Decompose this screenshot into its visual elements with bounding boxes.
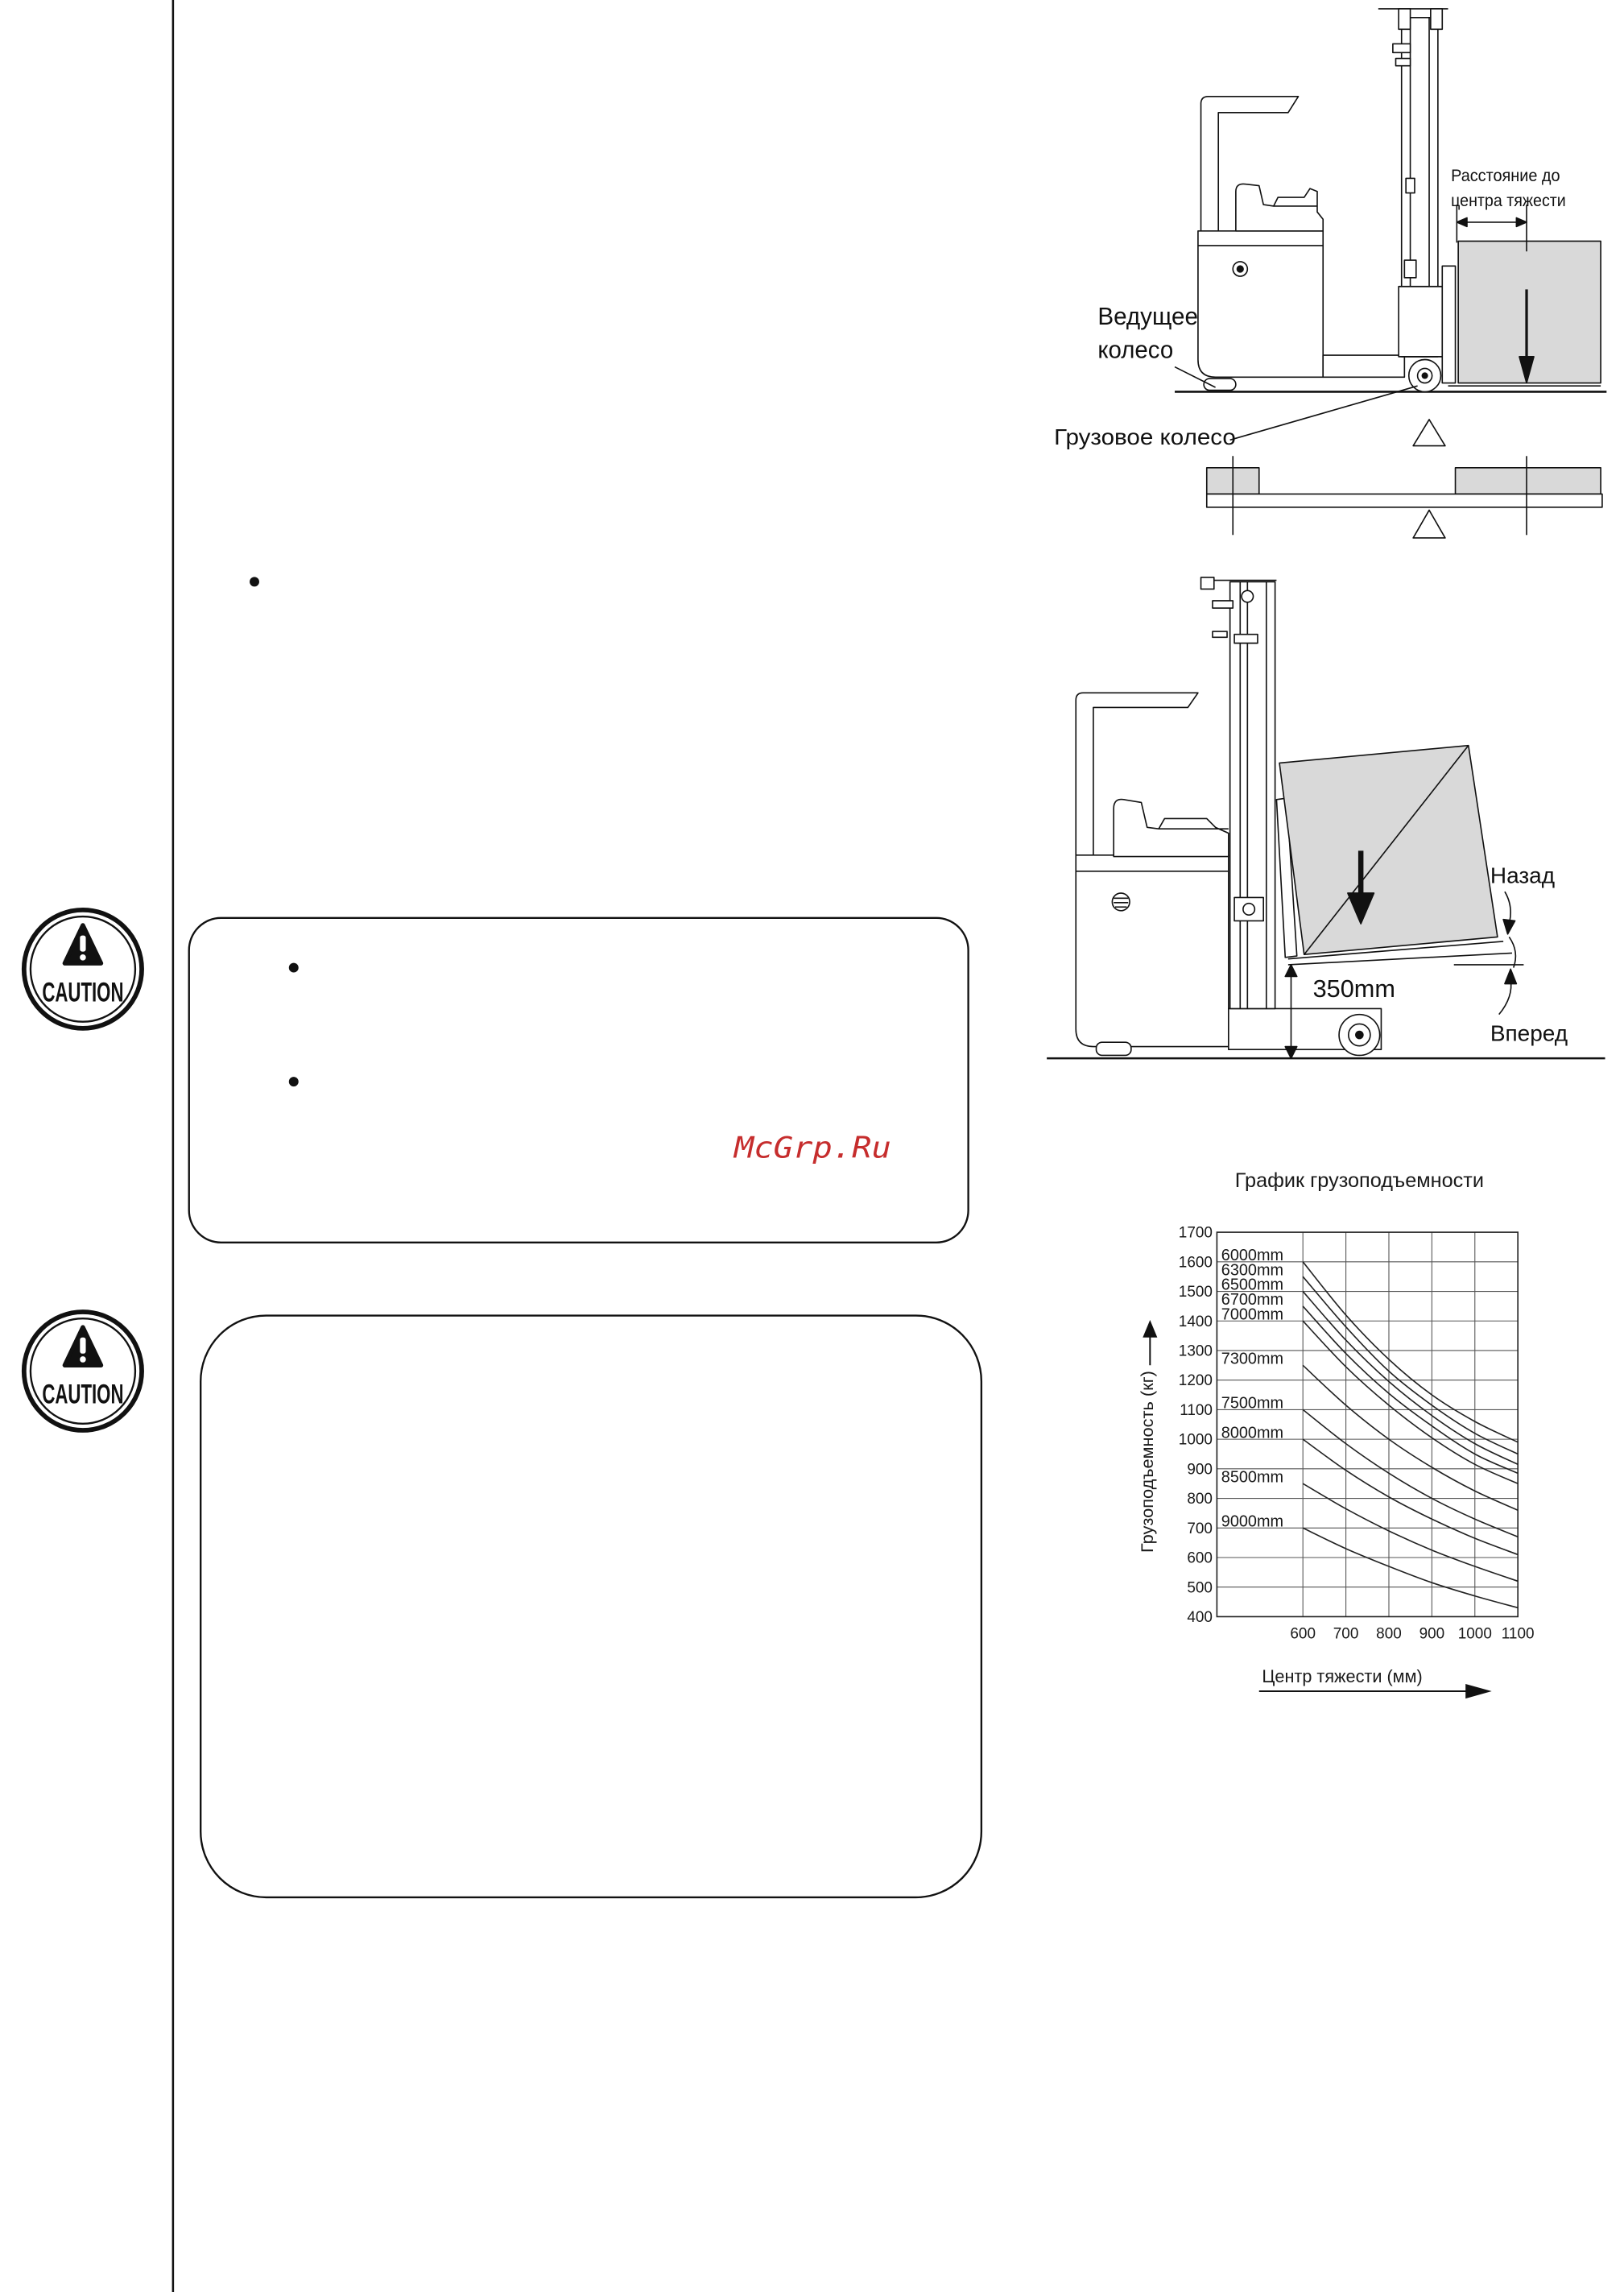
- capacity-curve-9000mm: [1303, 1528, 1518, 1607]
- tilt-arc: [1509, 937, 1515, 967]
- mast-part: [1213, 601, 1233, 608]
- vent-icon: [1112, 893, 1130, 911]
- x-tick-label-800: 800: [1376, 1625, 1402, 1643]
- capacity-curve-7500mm: [1303, 1409, 1518, 1537]
- y-tick-label-800: 800: [1187, 1491, 1213, 1508]
- y-axis-label: Грузоподъемность (кг): [1136, 1371, 1157, 1553]
- fork-tine: [1288, 953, 1512, 965]
- y-tick-label-500: 500: [1187, 1579, 1213, 1597]
- chain-pulley: [1242, 590, 1253, 602]
- caution-note-box: [200, 1316, 981, 1897]
- load-wheel-axle: [1422, 373, 1428, 379]
- figure-mast-tilt: [1047, 577, 1605, 1058]
- fork-carriage: [1442, 266, 1455, 383]
- mast-part: [1201, 577, 1214, 590]
- chart-title: График грузоподъемности: [1234, 1169, 1484, 1192]
- tilt-back-label: Назад: [1490, 863, 1556, 888]
- tilt-back-arrow: [1505, 892, 1510, 924]
- exclamation-dot: [80, 954, 86, 961]
- y-tick-label-1000: 1000: [1178, 1431, 1213, 1449]
- fork-height-label: 350mm: [1312, 974, 1395, 1003]
- series-label-6500mm: 6500mm: [1221, 1276, 1284, 1294]
- mast-part: [1234, 635, 1258, 643]
- tilt-back-arrowhead: [1503, 920, 1514, 934]
- y-tick-label-400: 400: [1187, 1608, 1213, 1626]
- mast-lower-section: [1399, 287, 1442, 357]
- mast-rail: [1230, 581, 1275, 1008]
- chassis-base: [1323, 355, 1404, 377]
- distance-label: центра тяжести: [1451, 191, 1566, 210]
- y-tick-label-1700: 1700: [1178, 1224, 1213, 1242]
- series-label-7300mm: 7300mm: [1221, 1350, 1284, 1368]
- balance-beam: [1207, 494, 1602, 507]
- brand-logo-center: [1237, 266, 1243, 272]
- tilt-forward-label: Вперед: [1490, 1020, 1568, 1046]
- mast-part: [1406, 178, 1415, 192]
- fulcrum-triangle-icon: [1413, 510, 1445, 537]
- drive-wheel-label: Ведущее: [1097, 301, 1198, 330]
- tilt-forward-arrowhead: [1505, 969, 1516, 983]
- tilted-load-box: [1279, 746, 1498, 955]
- x-tick-label-1000: 1000: [1457, 1625, 1492, 1643]
- caution-label: CAUTION: [42, 977, 124, 1008]
- drive-wheel-icon: [1097, 1042, 1131, 1055]
- carriage-roller: [1243, 904, 1254, 916]
- capacity-curve-8000mm: [1303, 1439, 1518, 1554]
- load-wheel-leader: [1230, 386, 1418, 440]
- distance-label: Расстояние до: [1451, 167, 1560, 186]
- y-tick-label-700: 700: [1187, 1520, 1213, 1537]
- exclamation-dot: [80, 1356, 86, 1363]
- load-block: [1456, 468, 1601, 494]
- exclamation-bar: [80, 936, 85, 952]
- x-tick-label-900: 900: [1419, 1625, 1445, 1643]
- y-axis-arrowhead: [1143, 1320, 1157, 1338]
- capacity-curve-7300mm: [1303, 1365, 1518, 1510]
- caution-icon: [24, 1312, 142, 1430]
- dimension-arrowhead: [1285, 1047, 1296, 1059]
- mast: [1378, 9, 1448, 357]
- series-label-8000mm: 8000mm: [1221, 1424, 1284, 1442]
- dimension-arrowhead: [1516, 217, 1527, 226]
- series-label-7500mm: 7500mm: [1221, 1394, 1284, 1413]
- chart-plot-area: [1179, 1225, 1535, 1643]
- dimension-arrowhead: [1285, 965, 1296, 977]
- series-label-8500mm: 8500mm: [1221, 1468, 1284, 1487]
- y-tick-label-1300: 1300: [1178, 1343, 1213, 1360]
- mast-part: [1404, 260, 1415, 278]
- mast-part: [1396, 59, 1411, 66]
- x-tick-label-1100: 1100: [1501, 1625, 1535, 1643]
- watermark: McGrp.Ru: [732, 1130, 891, 1165]
- y-tick-label-1100: 1100: [1180, 1401, 1213, 1419]
- dimension-arrowhead: [1457, 217, 1467, 226]
- capacity-chart: [1137, 1169, 1535, 1698]
- x-axis-arrowhead: [1465, 1684, 1492, 1698]
- y-tick-label-1200: 1200: [1178, 1372, 1213, 1390]
- x-tick-label-600: 600: [1290, 1625, 1316, 1643]
- caution-label: CAUTION: [42, 1379, 124, 1410]
- drive-wheel-label: колесо: [1097, 335, 1174, 364]
- x-axis-label: Центр тяжести (мм): [1262, 1666, 1423, 1687]
- series-label-6300mm: 6300mm: [1221, 1261, 1284, 1280]
- bullet-point: [250, 577, 259, 586]
- caution-note-box: [189, 918, 969, 1243]
- y-tick-label-900: 900: [1187, 1461, 1213, 1479]
- truck-body: [1076, 855, 1229, 1047]
- tilt-forward-arrow: [1499, 979, 1511, 1015]
- series-label-6000mm: 6000mm: [1221, 1246, 1284, 1265]
- y-tick-label-600: 600: [1187, 1549, 1213, 1567]
- truck-body: [1198, 231, 1323, 378]
- exclamation-bar: [80, 1338, 85, 1354]
- y-tick-label-1500: 1500: [1178, 1284, 1213, 1301]
- fulcrum-triangle-icon: [1413, 420, 1445, 446]
- mast-part: [1213, 631, 1227, 637]
- load-wheel-label: Грузовое колесо: [1054, 424, 1236, 449]
- operator-seat: [1236, 184, 1323, 230]
- mast-part: [1431, 9, 1442, 29]
- y-tick-label-1600: 1600: [1178, 1254, 1213, 1272]
- bullet-point: [289, 963, 299, 973]
- capacity-curve-6000mm: [1303, 1262, 1518, 1442]
- y-tick-label-1400: 1400: [1178, 1313, 1213, 1330]
- operator-seat: [1114, 800, 1229, 857]
- bullet-point: [289, 1077, 299, 1086]
- series-label-7000mm: 7000mm: [1221, 1305, 1284, 1324]
- mast-part: [1399, 9, 1410, 29]
- load-wheel-axle: [1356, 1032, 1363, 1039]
- figure-load-center: [1054, 9, 1606, 538]
- series-label-6700mm: 6700mm: [1221, 1291, 1284, 1309]
- x-tick-label-700: 700: [1333, 1625, 1359, 1643]
- mast-part: [1393, 43, 1411, 52]
- series-label-9000mm: 9000mm: [1221, 1512, 1284, 1531]
- caution-icon: [24, 910, 142, 1028]
